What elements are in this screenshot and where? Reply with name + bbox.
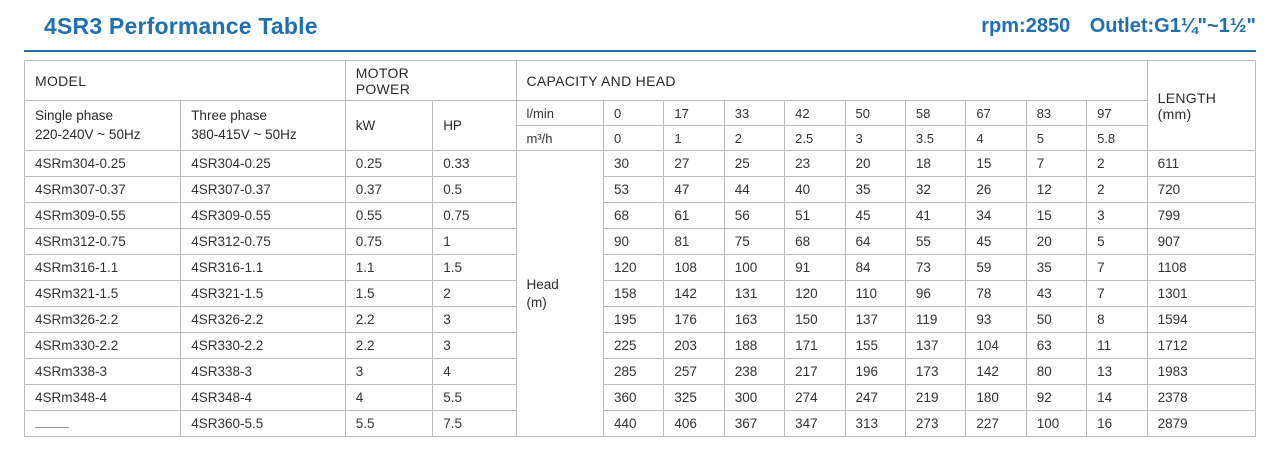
flow-m3h-value: 5 [1026, 126, 1086, 151]
head-value: 23 [785, 151, 845, 177]
model-three-phase: 4SR360-5.5 [181, 411, 346, 437]
header-motor-power: MOTOR POWER [345, 61, 516, 101]
head-value: 104 [966, 333, 1026, 359]
header-unit-m3h: m³/h [516, 126, 603, 151]
head-value: 32 [905, 177, 965, 203]
length-value: 799 [1147, 203, 1255, 229]
head-value: 219 [905, 385, 965, 411]
head-value: 273 [905, 411, 965, 437]
motor-power-hp: 0.5 [433, 177, 516, 203]
motor-power-hp: 7.5 [433, 411, 516, 437]
head-value: 142 [664, 281, 724, 307]
motor-power-hp: 0.75 [433, 203, 516, 229]
flow-lmin-value: 58 [905, 101, 965, 126]
page-title: 4SR3 Performance Table [44, 12, 318, 39]
spec-summary [967, 15, 1256, 38]
model-single-phase [25, 411, 181, 437]
table-row [25, 281, 1256, 307]
model-single-phase: 4SRm330-2.2 [25, 333, 181, 359]
motor-power-kw: 0.75 [345, 229, 432, 255]
header-kw: kW [345, 101, 432, 151]
head-value: 84 [845, 255, 905, 281]
head-value: 100 [1026, 411, 1086, 437]
table-row [25, 151, 1256, 177]
head-value: 406 [664, 411, 724, 437]
table-row [25, 307, 1256, 333]
flow-lmin-value: 42 [785, 101, 845, 126]
rpm-value: rpm:2850 [981, 14, 1071, 37]
model-three-phase: 4SR316-1.1 [181, 255, 346, 281]
table-row [25, 177, 1256, 203]
header-hp: HP [433, 101, 516, 151]
model-three-phase: 4SR330-2.2 [181, 333, 346, 359]
length-value: 1301 [1147, 281, 1255, 307]
head-value: 20 [1026, 229, 1086, 255]
head-value: 173 [905, 359, 965, 385]
head-value: 5 [1087, 229, 1148, 255]
table-row [25, 333, 1256, 359]
head-value: 137 [905, 333, 965, 359]
table-row [25, 385, 1256, 411]
head-value: 163 [724, 307, 784, 333]
head-value: 196 [845, 359, 905, 385]
head-value: 90 [603, 229, 663, 255]
head-value: 247 [845, 385, 905, 411]
head-value: 3 [1087, 203, 1148, 229]
head-value: 53 [603, 177, 663, 203]
length-value: 2879 [1147, 411, 1255, 437]
head-value: 2 [1087, 151, 1148, 177]
head-value: 155 [845, 333, 905, 359]
head-value: 285 [603, 359, 663, 385]
head-value: 63 [1026, 333, 1086, 359]
motor-power-kw: 0.55 [345, 203, 432, 229]
motor-power-kw: 5.5 [345, 411, 432, 437]
head-value: 158 [603, 281, 663, 307]
head-value: 81 [664, 229, 724, 255]
head-value: 47 [664, 177, 724, 203]
head-value: 13 [1087, 359, 1148, 385]
header-unit-lmin: l/min [516, 101, 603, 126]
head-value: 75 [724, 229, 784, 255]
length-value: 720 [1147, 177, 1255, 203]
head-value: 14 [1087, 385, 1148, 411]
head-value: 30 [603, 151, 663, 177]
head-value: 56 [724, 203, 784, 229]
model-single-phase: 4SRm321-1.5 [25, 281, 181, 307]
head-value: 40 [785, 177, 845, 203]
head-value: 119 [905, 307, 965, 333]
head-value: 257 [664, 359, 724, 385]
head-value: 12 [1026, 177, 1086, 203]
model-three-phase: 4SR309-0.55 [181, 203, 346, 229]
head-value: 203 [664, 333, 724, 359]
length-value: 907 [1147, 229, 1255, 255]
header-single-phase: Single phase 220-240V ~ 50Hz [25, 101, 181, 151]
head-value: 171 [785, 333, 845, 359]
head-value: 18 [905, 151, 965, 177]
flow-m3h-value: 4 [966, 126, 1026, 151]
head-value: 45 [845, 203, 905, 229]
header-model: MODEL [25, 61, 346, 101]
model-single-phase: 4SRm309-0.55 [25, 203, 181, 229]
motor-power-hp: 4 [433, 359, 516, 385]
head-value: 195 [603, 307, 663, 333]
head-value: 325 [664, 385, 724, 411]
model-three-phase: 4SR348-4 [181, 385, 346, 411]
motor-power-kw: 0.25 [345, 151, 432, 177]
motor-power-kw: 4 [345, 385, 432, 411]
head-value: 367 [724, 411, 784, 437]
flow-m3h-value: 2 [724, 126, 784, 151]
table-row [25, 203, 1256, 229]
model-single-phase: 4SRm316-1.1 [25, 255, 181, 281]
head-value: 440 [603, 411, 663, 437]
head-value: 26 [966, 177, 1026, 203]
head-value: 217 [785, 359, 845, 385]
length-value: 1594 [1147, 307, 1255, 333]
header-length: LENGTH (mm) [1147, 61, 1255, 151]
flow-m3h-value: 2.5 [785, 126, 845, 151]
head-value: 7 [1087, 255, 1148, 281]
head-value: 15 [1026, 203, 1086, 229]
model-three-phase: 4SR321-1.5 [181, 281, 346, 307]
head-value: 59 [966, 255, 1026, 281]
head-value: 131 [724, 281, 784, 307]
head-value: 150 [785, 307, 845, 333]
motor-power-kw: 3 [345, 359, 432, 385]
motor-power-kw: 0.37 [345, 177, 432, 203]
head-value: 15 [966, 151, 1026, 177]
flow-m3h-value: 0 [603, 126, 663, 151]
head-value: 91 [785, 255, 845, 281]
head-value: 64 [845, 229, 905, 255]
head-value: 25 [724, 151, 784, 177]
motor-power-hp: 5.5 [433, 385, 516, 411]
head-value: 100 [724, 255, 784, 281]
head-value: 55 [905, 229, 965, 255]
motor-power-kw: 1.5 [345, 281, 432, 307]
length-value: 1983 [1147, 359, 1255, 385]
table-row [25, 229, 1256, 255]
head-value: 225 [603, 333, 663, 359]
head-value: 44 [724, 177, 784, 203]
table-row [25, 359, 1256, 385]
outlet-value: Outlet:G1¼"~1½" [1089, 14, 1256, 37]
flow-lmin-value: 83 [1026, 101, 1086, 126]
head-value: 8 [1087, 307, 1148, 333]
head-value: 7 [1026, 151, 1086, 177]
head-label: Head (m) [516, 151, 603, 437]
head-value: 347 [785, 411, 845, 437]
header-capacity-head: CAPACITY AND HEAD [516, 61, 1147, 101]
head-value: 360 [603, 385, 663, 411]
length-value: 2378 [1147, 385, 1255, 411]
header-three-phase: Three phase 380-415V ~ 50Hz [181, 101, 346, 151]
head-value: 78 [966, 281, 1026, 307]
head-value: 137 [845, 307, 905, 333]
motor-power-kw: 2.2 [345, 333, 432, 359]
page-header [0, 0, 1280, 52]
motor-power-hp: 3 [433, 307, 516, 333]
flow-m3h-value: 3.5 [905, 126, 965, 151]
head-value: 61 [664, 203, 724, 229]
model-three-phase: 4SR304-0.25 [181, 151, 346, 177]
head-value: 108 [664, 255, 724, 281]
model-three-phase: 4SR312-0.75 [181, 229, 346, 255]
motor-power-kw: 2.2 [345, 307, 432, 333]
model-single-phase: 4SRm307-0.37 [25, 177, 181, 203]
head-value: 11 [1087, 333, 1148, 359]
head-value: 176 [664, 307, 724, 333]
head-value: 45 [966, 229, 1026, 255]
head-value: 93 [966, 307, 1026, 333]
model-three-phase: 4SR326-2.2 [181, 307, 346, 333]
head-value: 7 [1087, 281, 1148, 307]
table-row [25, 255, 1256, 281]
model-single-phase: 4SRm312-0.75 [25, 229, 181, 255]
head-value: 35 [1026, 255, 1086, 281]
flow-lmin-value: 33 [724, 101, 784, 126]
head-value: 120 [603, 255, 663, 281]
flow-m3h-value: 5.8 [1087, 126, 1148, 151]
head-value: 27 [664, 151, 724, 177]
head-value: 313 [845, 411, 905, 437]
model-three-phase: 4SR338-3 [181, 359, 346, 385]
motor-power-hp: 1.5 [433, 255, 516, 281]
head-value: 227 [966, 411, 1026, 437]
head-value: 80 [1026, 359, 1086, 385]
table-row [25, 411, 1256, 437]
head-value: 41 [905, 203, 965, 229]
flow-m3h-value: 1 [664, 126, 724, 151]
motor-power-hp: 2 [433, 281, 516, 307]
flow-lmin-value: 50 [845, 101, 905, 126]
head-value: 180 [966, 385, 1026, 411]
flow-lmin-value: 67 [966, 101, 1026, 126]
model-single-phase: 4SRm338-3 [25, 359, 181, 385]
performance-table [24, 60, 1256, 437]
length-value: 1712 [1147, 333, 1255, 359]
flow-lmin-value: 17 [664, 101, 724, 126]
flow-lmin-value: 0 [603, 101, 663, 126]
model-single-phase: 4SRm326-2.2 [25, 307, 181, 333]
head-value: 51 [785, 203, 845, 229]
head-value: 300 [724, 385, 784, 411]
head-value: 34 [966, 203, 1026, 229]
head-value: 2 [1087, 177, 1148, 203]
model-three-phase: 4SR307-0.37 [181, 177, 346, 203]
motor-power-hp: 3 [433, 333, 516, 359]
motor-power-hp: 0.33 [433, 151, 516, 177]
length-value: 1108 [1147, 255, 1255, 281]
head-value: 68 [785, 229, 845, 255]
head-value: 43 [1026, 281, 1086, 307]
empty-dash-icon [35, 419, 69, 428]
head-value: 20 [845, 151, 905, 177]
head-value: 50 [1026, 307, 1086, 333]
flow-m3h-value: 3 [845, 126, 905, 151]
head-value: 188 [724, 333, 784, 359]
table-header-row-2 [25, 101, 1256, 126]
head-value: 238 [724, 359, 784, 385]
header-divider [24, 50, 1256, 52]
motor-power-hp: 1 [433, 229, 516, 255]
head-value: 68 [603, 203, 663, 229]
head-value: 142 [966, 359, 1026, 385]
head-value: 92 [1026, 385, 1086, 411]
model-single-phase: 4SRm304-0.25 [25, 151, 181, 177]
head-value: 96 [905, 281, 965, 307]
head-value: 73 [905, 255, 965, 281]
table-header-row-1 [25, 61, 1256, 101]
head-value: 120 [785, 281, 845, 307]
head-value: 274 [785, 385, 845, 411]
flow-lmin-value: 97 [1087, 101, 1148, 126]
head-value: 110 [845, 281, 905, 307]
model-single-phase: 4SRm348-4 [25, 385, 181, 411]
length-value: 611 [1147, 151, 1255, 177]
head-value: 35 [845, 177, 905, 203]
motor-power-kw: 1.1 [345, 255, 432, 281]
head-value: 16 [1087, 411, 1148, 437]
